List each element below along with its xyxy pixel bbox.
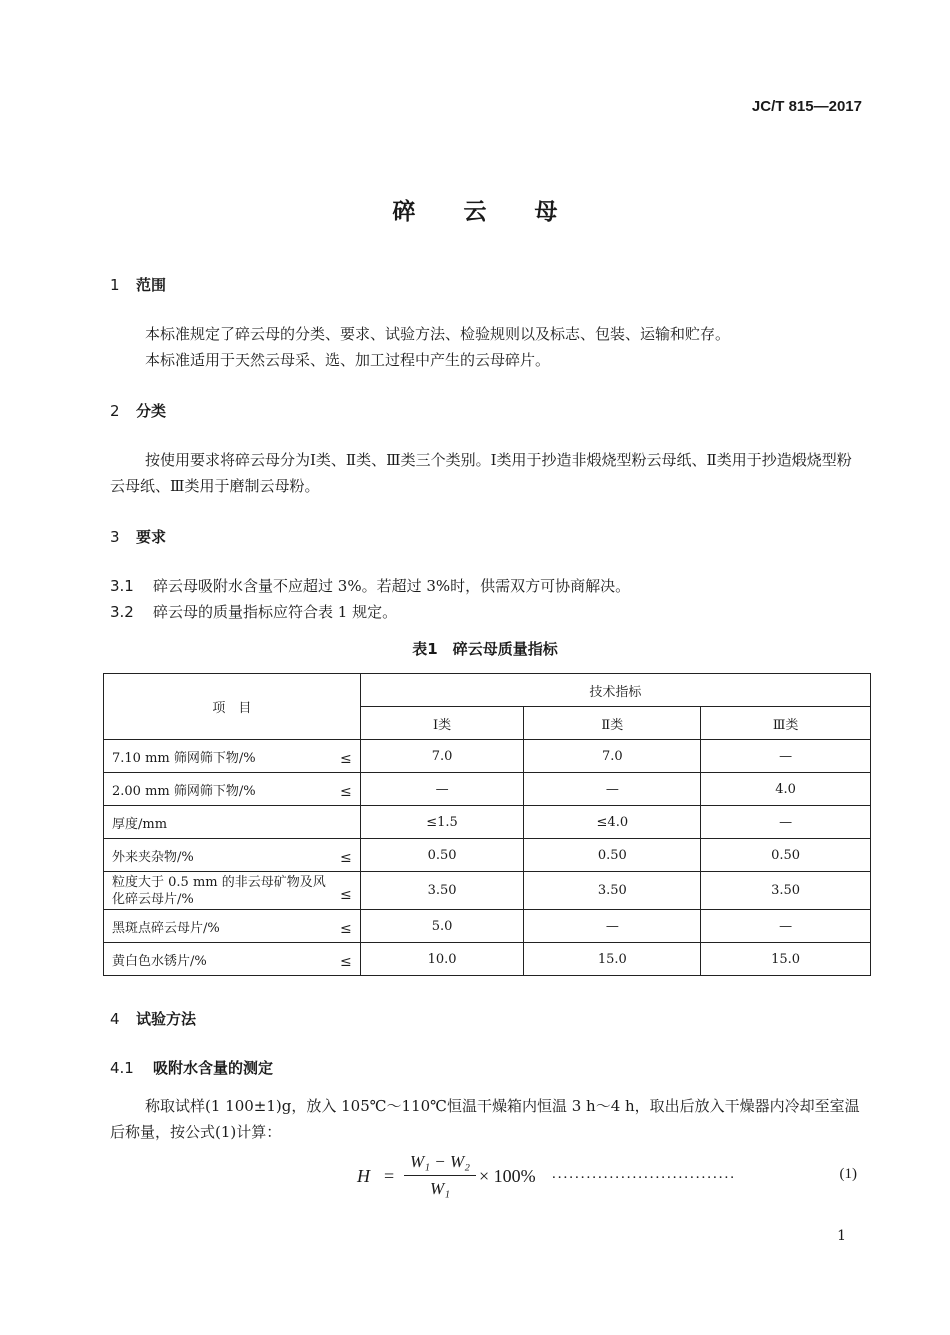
clause-3-2	[110, 601, 397, 622]
row-item: 2.00 mm 筛网筛下物/% ≤	[104, 773, 361, 806]
row-value-class-2: 0.50	[524, 839, 701, 872]
table-row	[104, 806, 871, 839]
formula-denominator: W₁	[429, 1179, 451, 1198]
row-value-class-1: 7.0	[360, 740, 524, 773]
formula-lhs: H	[357, 1166, 370, 1186]
row-value-class-3: 4.0	[701, 773, 871, 806]
clause-3-1	[110, 575, 630, 596]
section-number: 2	[110, 402, 120, 420]
table-row	[104, 740, 871, 773]
subsection-title: 吸附水含量的测定	[153, 1059, 274, 1077]
row-value-class-1: 3.50	[360, 872, 524, 910]
formula-1	[357, 1152, 862, 1208]
standard-number: JC/T 815—2017	[751, 98, 862, 115]
section-2-heading	[110, 400, 166, 421]
section-4-1-paragraph: 称取试样(1 100±1)g，放入 105℃～110℃恒温干燥箱内恒温 3 h～4 h，取出后放入干燥器内冷却至室温后称量，按公式(1)计算：	[110, 1097, 860, 1141]
formula-number: (1)	[839, 1166, 857, 1182]
formula-multiplier: × 100%	[479, 1166, 536, 1186]
clause-number: 3.1	[110, 577, 134, 595]
section-number: 3	[110, 528, 120, 546]
clause-number: 3.2	[110, 603, 134, 621]
quality-index-table	[103, 673, 871, 976]
formula-fraction	[404, 1152, 476, 1199]
formula-numerator: W₁ − W₂	[409, 1152, 471, 1171]
document-title: 碎 云 母	[392, 199, 578, 225]
clause-text: 碎云母的质量指标应符合表 1 规定。	[153, 603, 398, 621]
row-value-class-1: ≤1.5	[360, 806, 524, 839]
row-value-class-2: ≤4.0	[524, 806, 701, 839]
section-1-paragraph-2: 本标准适用于天然云母采、选、加工过程中产生的云母碎片。	[145, 351, 551, 369]
row-item: 7.10 mm 筛网筛下物/% ≤	[104, 740, 361, 773]
clause-text: 碎云母吸附水含量不应超过 3%。若超过 3%时，供需双方可协商解决。	[153, 577, 631, 595]
section-number: 4	[110, 1010, 120, 1028]
header-technical-index: 技术指标	[360, 674, 870, 707]
section-title: 试验方法	[136, 1010, 197, 1028]
table-row	[104, 872, 871, 910]
row-item: 黑斑点碎云母片/% ≤	[104, 910, 361, 943]
header-class-3: Ⅲ类	[701, 707, 871, 740]
row-value-class-1: 10.0	[360, 943, 524, 976]
subsection-4-1-heading	[110, 1057, 273, 1078]
section-title: 分类	[136, 402, 167, 420]
row-value-class-2: 15.0	[524, 943, 701, 976]
row-value-class-2: 7.0	[524, 740, 701, 773]
header-item: 项 目	[104, 674, 361, 740]
table-row	[104, 943, 871, 976]
row-value-class-3: —	[701, 910, 871, 943]
formula-equals: =	[384, 1166, 395, 1186]
header-class-2: Ⅱ类	[524, 707, 701, 740]
subsection-number: 4.1	[110, 1059, 134, 1077]
row-value-class-2: —	[524, 773, 701, 806]
row-item: 黄白色水锈片/% ≤	[104, 943, 361, 976]
section-title: 要求	[136, 528, 167, 546]
section-number: 1	[110, 276, 120, 294]
section-1-heading	[110, 274, 166, 295]
table-row	[104, 910, 871, 943]
row-value-class-1: —	[360, 773, 524, 806]
row-value-class-3: —	[701, 806, 871, 839]
row-item: 外来夹杂物/% ≤	[104, 839, 361, 872]
formula-leader-dots: ................................	[552, 1166, 736, 1182]
section-4-heading	[110, 1008, 196, 1029]
row-value-class-3: —	[701, 740, 871, 773]
row-value-class-2: —	[524, 910, 701, 943]
row-item: 粒度大于 0.5 mm 的非云母矿物及风化碎云母片/% ≤	[104, 872, 361, 910]
row-value-class-3: 3.50	[701, 872, 871, 910]
table-row	[104, 839, 871, 872]
row-value-class-3: 0.50	[701, 839, 871, 872]
section-2-paragraph-1: 按使用要求将碎云母分为Ⅰ类、Ⅱ类、Ⅲ类三个类别。Ⅰ类用于抄造非煅烧型粉云母纸、Ⅱ类用于抄造煅烧型粉云母纸、Ⅲ类用于磨制云母粉。	[110, 451, 852, 495]
row-item: 厚度/mm	[104, 806, 361, 839]
page-number: 1	[837, 1228, 846, 1244]
table-row	[104, 773, 871, 806]
fraction-bar	[404, 1175, 476, 1176]
row-value-class-1: 5.0	[360, 910, 524, 943]
section-title: 范围	[136, 276, 167, 294]
section-1-paragraph-1: 本标准规定了碎云母的分类、要求、试验方法、检验规则以及标志、包装、运输和贮存。	[145, 325, 731, 343]
row-value-class-1: 0.50	[360, 839, 524, 872]
section-3-heading	[110, 526, 166, 547]
table-caption: 表1 碎云母质量指标	[412, 640, 558, 658]
header-class-1: Ⅰ类	[360, 707, 524, 740]
row-value-class-2: 3.50	[524, 872, 701, 910]
row-value-class-3: 15.0	[701, 943, 871, 976]
